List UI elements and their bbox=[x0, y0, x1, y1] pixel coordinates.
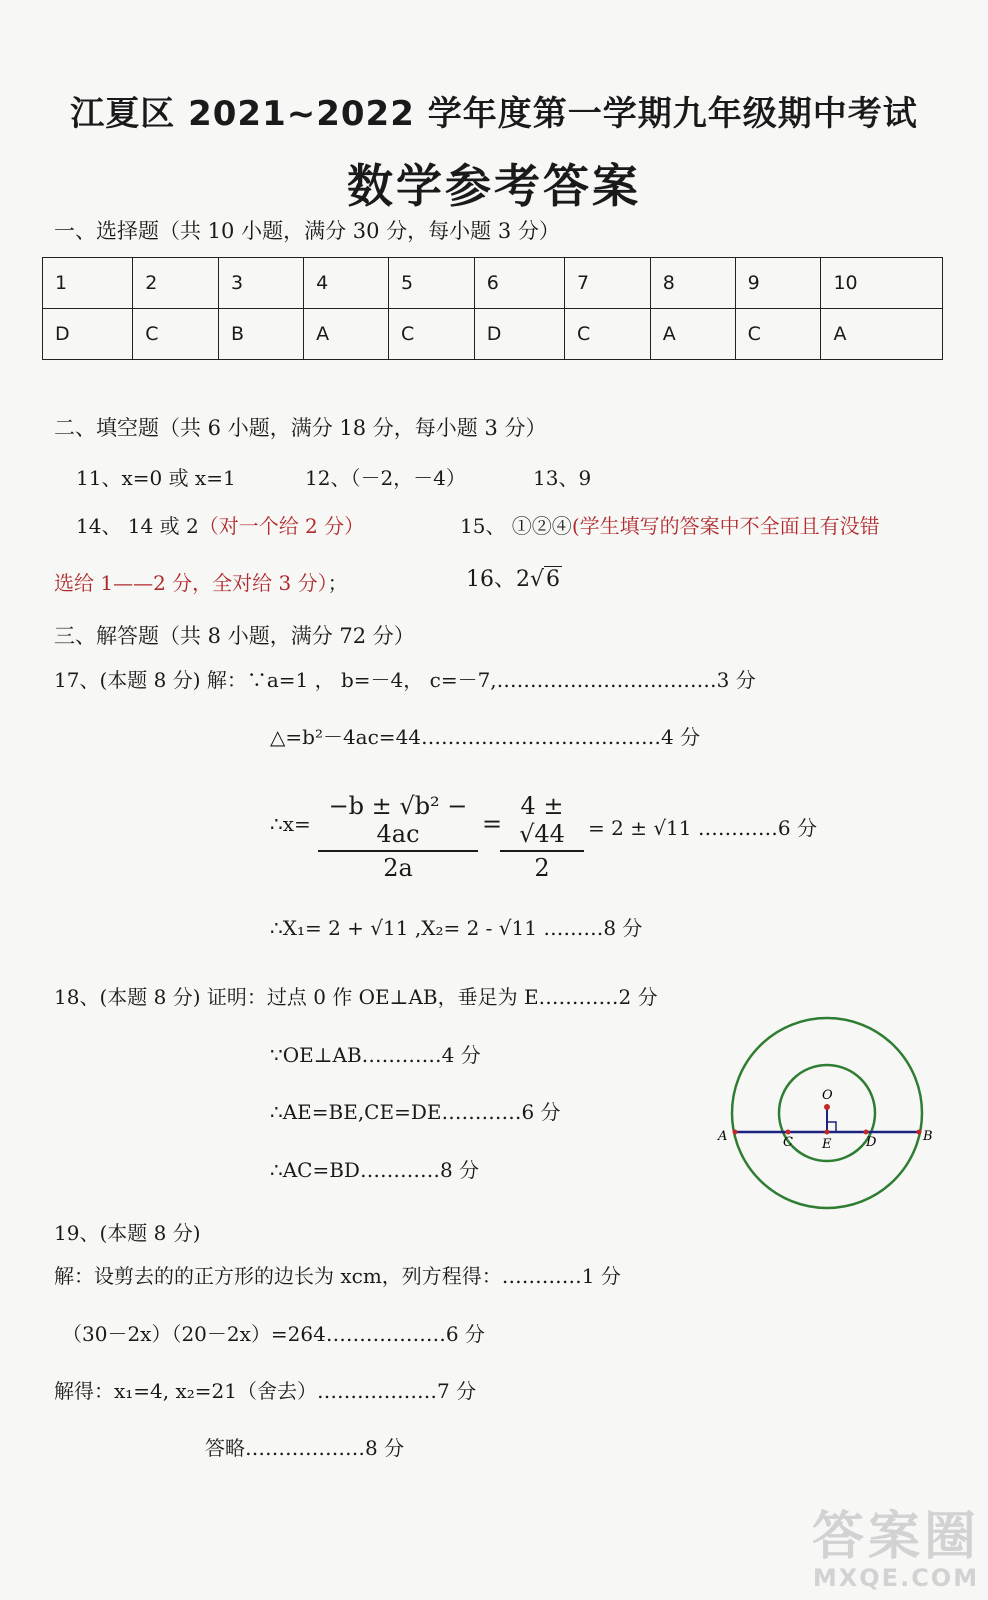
q19-line1: 19、(本题 8 分) bbox=[54, 1221, 201, 1245]
q17-result: = 2 ± √11 …………6 分 bbox=[588, 816, 817, 840]
table-cell: C bbox=[388, 309, 474, 360]
page-subtitle: 数学参考答案 bbox=[347, 159, 641, 213]
point-e bbox=[825, 1130, 830, 1135]
table-cell: 10 bbox=[821, 258, 943, 309]
table-cell: A bbox=[304, 309, 389, 360]
q18-line2: ∵OE⊥AB…………4 分 bbox=[270, 1043, 481, 1067]
point-c bbox=[786, 1130, 791, 1135]
label-c: C bbox=[783, 1135, 793, 1150]
answer-q15-value: 15、 ①②④ bbox=[460, 514, 572, 538]
answer-q15 bbox=[460, 510, 880, 539]
section2-heading: 二、填空题（共 6 小题，满分 18 分，每小题 3 分） bbox=[54, 416, 547, 440]
point-o bbox=[824, 1104, 830, 1110]
table-cell: 4 bbox=[304, 258, 389, 309]
answer-q14 bbox=[76, 510, 364, 539]
table-cell: A bbox=[821, 309, 943, 360]
answer-q15-tail: ； bbox=[327, 571, 348, 595]
watermark-logo bbox=[811, 1507, 980, 1592]
q19-line3: （30－2x）（20－2x）=264………………6 分 bbox=[62, 1322, 485, 1346]
q17-line2: △=b²－4ac=44………………………………4 分 bbox=[270, 725, 701, 749]
q18-line3: ∴AE=BE,CE=DE…………6 分 bbox=[270, 1100, 561, 1124]
answer-q14-note: （对一个给 2 分） bbox=[198, 514, 365, 538]
q18-line4: ∴AC=BD…………8 分 bbox=[270, 1158, 480, 1182]
table-row-numbers bbox=[43, 258, 943, 309]
answer-table bbox=[42, 257, 943, 360]
label-b: B bbox=[923, 1129, 933, 1144]
table-cell: 8 bbox=[650, 258, 735, 309]
table-cell: 1 bbox=[43, 258, 133, 309]
point-d bbox=[864, 1130, 869, 1135]
table-cell: A bbox=[650, 309, 735, 360]
watermark-text: 答案圈 bbox=[811, 1507, 980, 1567]
table-cell: D bbox=[43, 309, 133, 360]
table-cell: 6 bbox=[474, 258, 564, 309]
q17-value-fraction bbox=[500, 792, 584, 882]
label-a: A bbox=[718, 1129, 728, 1144]
fraction-bar bbox=[318, 850, 478, 852]
table-cell: 3 bbox=[219, 258, 304, 309]
answer-q13: 13、9 bbox=[533, 466, 592, 490]
q17-formula-fraction bbox=[318, 792, 478, 882]
point-b bbox=[917, 1130, 922, 1135]
answer-q16 bbox=[466, 562, 562, 593]
page-title: 江夏区 2021~2022 学年度第一学期九年级期中考试 bbox=[70, 94, 918, 134]
section1-heading: 一、选择题（共 10 小题，满分 30 分，每小题 3 分） bbox=[54, 219, 560, 243]
answer-q15-note: (学生填写的答案中不全面且有没错 bbox=[571, 514, 880, 538]
answer-q11: 11、x=0 或 x=1 bbox=[76, 466, 236, 490]
answer-q16-radicand: 6 bbox=[546, 567, 561, 592]
table-cell: C bbox=[133, 309, 219, 360]
answer-q14-value: 14、 14 或 2 bbox=[76, 514, 199, 538]
q17-line4: ∴X₁= 2 + √11 ,X₂= 2 - √11 ………8 分 bbox=[270, 916, 643, 940]
answer-q15-note-2: 选给 1——2 分，全对给 3 分） bbox=[54, 571, 328, 595]
answer-q16-label: 16、2 bbox=[466, 567, 530, 592]
table-cell: C bbox=[564, 309, 650, 360]
table-cell: C bbox=[735, 309, 821, 360]
q17-x-prefix: ∴x= bbox=[270, 812, 311, 836]
sqrt-symbol: √ bbox=[530, 567, 545, 592]
q18-line1: 18、(本题 8 分) 证明：过点 0 作 OE⊥AB，垂足为 E…………2 分 bbox=[54, 985, 658, 1009]
table-cell: 2 bbox=[133, 258, 219, 309]
q17-formula-denominator: 2a bbox=[383, 854, 413, 882]
table-row-answers bbox=[43, 309, 943, 360]
concentric-circles-figure bbox=[710, 1010, 950, 1215]
label-e: E bbox=[822, 1137, 832, 1152]
table-cell: 5 bbox=[388, 258, 474, 309]
section3-heading: 三、解答题（共 8 小题，满分 72 分） bbox=[54, 624, 415, 648]
q17-value-numerator: 4 ± √44 bbox=[519, 792, 565, 848]
q17-line1: 17、(本题 8 分) 解：∵a=1 ， b=－4， c=－7,……………………………3 分 bbox=[54, 668, 756, 692]
point-a bbox=[733, 1130, 738, 1135]
q19-line4: 解得：x₁=4, x₂=21（舍去）………………7 分 bbox=[54, 1379, 477, 1403]
answer-q12: 12、（－2，－4） bbox=[305, 466, 466, 490]
answer-q15-continued bbox=[54, 567, 348, 596]
label-d: D bbox=[866, 1135, 877, 1150]
watermark-url: MXQE.COM bbox=[812, 1564, 980, 1592]
label-o: O bbox=[822, 1088, 833, 1103]
q17-formula-numerator: −b ± √b² − 4ac bbox=[328, 792, 468, 848]
q19-line2: 解：设剪去的的正方形的边长为 xcm，列方程得：…………1 分 bbox=[54, 1264, 621, 1288]
table-cell: 9 bbox=[735, 258, 821, 309]
table-cell: B bbox=[219, 309, 304, 360]
table-cell: 7 bbox=[564, 258, 650, 309]
q17-value-denominator: 2 bbox=[534, 854, 550, 882]
q19-line5: 答略………………8 分 bbox=[205, 1436, 405, 1460]
table-cell: D bbox=[474, 309, 564, 360]
fraction-bar bbox=[500, 850, 584, 852]
equals-sign: = bbox=[482, 810, 503, 838]
